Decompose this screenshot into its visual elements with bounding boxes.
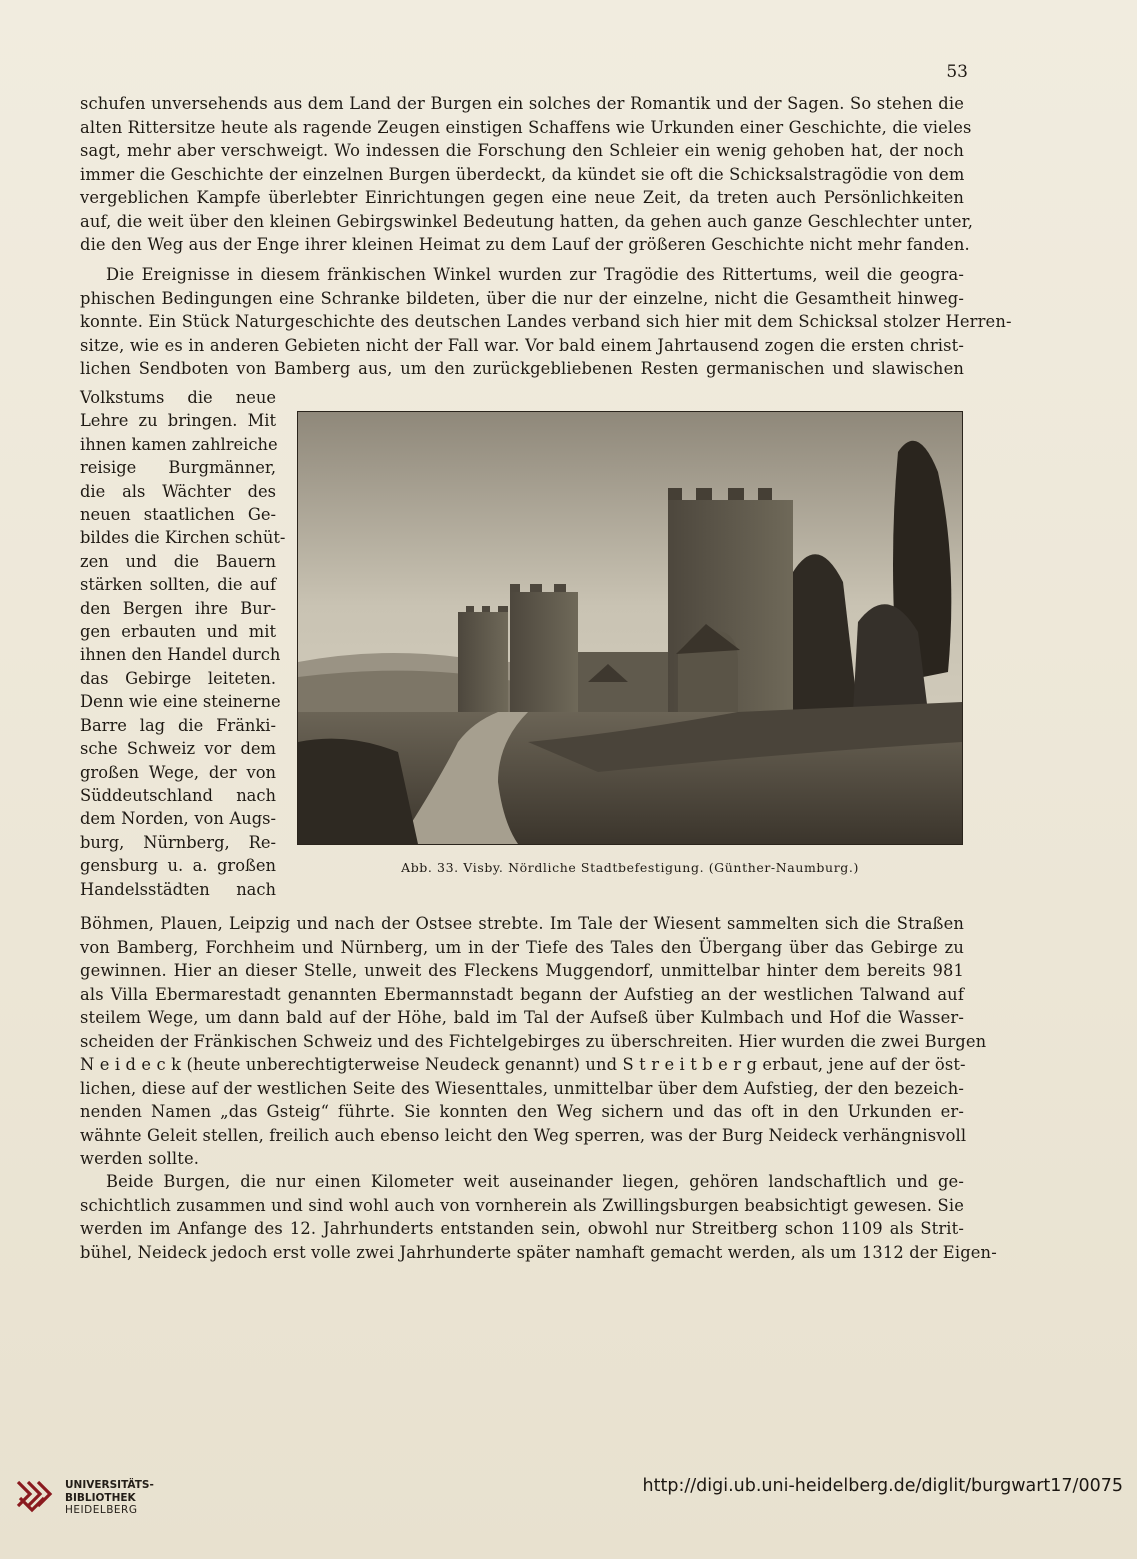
text-line: sitze, wie es in anderen Gebieten nicht der Fall war. Vor bald einem Jahrtausend zogen die ersten christ- (80, 335, 964, 355)
text-line: großen Wege, der von (80, 762, 276, 782)
library-name-line: UNIVERSITÄTS- (65, 1479, 154, 1491)
city-wall-engraving (298, 412, 962, 844)
text-line: schufen unversehends aus dem Land der Burgen ein solches der Romantik und der Sagen. So stehen die (80, 94, 964, 113)
text-line: auf, die weit über den kleinen Gebirgswinkel Bedeutung hatten, da gehen auch ganze Geschlechter unter, (80, 211, 974, 231)
text-line: steilem Wege, um dann bald auf der Höhe, bald im Tal der Aufseß über Kulmbach und Hof die Wasser- (80, 1008, 964, 1027)
paragraph-4 (80, 1170, 997, 1264)
figure-illustration (297, 411, 963, 845)
library-name (65, 1479, 154, 1517)
library-name-line: BIBLIOTHEK (65, 1491, 136, 1504)
text-line: lichen Sendboten von Bamberg aus, um den zurückgebliebenen Resten germanischen und slawischen (80, 359, 964, 378)
library-name-line: HEIDELBERG (65, 1504, 138, 1516)
text-line: als Villa Ebermarestadt genannten Ebermannstadt begann der Aufstieg an der westlichen Talwand auf (80, 984, 964, 1004)
text-line: phischen Bedingungen eine Schranke bildeten, über die nur der einzelne, nicht die Gesamtheit hinweg- (80, 288, 964, 308)
text-line: Denn wie eine steinerne (80, 692, 281, 712)
paragraph-3 (80, 912, 987, 1171)
narrow-text-column (80, 386, 286, 901)
text-line: das Gebirge leiteten. (80, 668, 276, 688)
text-line: Volkstums die neue (80, 388, 276, 407)
text-line: von Bamberg, Forchheim und Nürnberg, um in der Tiefe des Tales den Übergang über das Gebirge zu (80, 937, 964, 957)
university-library-logo-icon (14, 1474, 58, 1518)
text-line: ihnen kamen zahlreiche (80, 434, 278, 454)
text-line: reisige Burgmänner, (80, 458, 276, 478)
text-line: lichen, diese auf der westlichen Seite des Wiesenttales, unmittelbar über dem Aufstieg, der den bezeich- (80, 1078, 964, 1098)
text-line: den Bergen ihre Bur- (80, 598, 276, 618)
paragraph-1 (80, 92, 974, 257)
text-line: alten Rittersitze heute als ragende Zeugen einstigen Schaffens wie Urkunden einer Geschichte, die vieles (80, 117, 972, 137)
text-line: dem Norden, von Augs- (80, 809, 276, 829)
text-line: werden sollte. (80, 1149, 200, 1168)
text-line: sche Schweiz vor dem (80, 739, 276, 759)
text-line: bildes die Kirchen schüt- (80, 528, 286, 548)
page-number: 53 (946, 62, 968, 82)
text-line: gewinnen. Hier an dieser Stelle, unweit des Fleckens Muggendorf, unmittelbar hinter dem bereits 981 (80, 961, 964, 980)
text-line: Süddeutschland nach (80, 785, 276, 805)
text-line: Barre lag die Fränki- (80, 715, 276, 735)
text-line: Beide Burgen, die nur einen Kilometer weit auseinander liegen, gehören landschaftlich und ge- (106, 1172, 964, 1191)
text-line: die als Wächter des (80, 481, 276, 501)
text-line: schichtlich zusammen und sind wohl auch von vornherein als Zwillingsburgen beabsichtigt gewesen. Sie (80, 1195, 964, 1215)
text-line: die den Weg aus der Enge ihrer kleinen Heimat zu dem Lauf der größeren Geschichte nicht mehr fanden. (80, 235, 970, 254)
source-url-link[interactable]: http://digi.ub.uni-heidelberg.de/diglit/burgwart17/0075 (642, 1476, 1123, 1496)
text-line: N e i d e c k (heute unberechtigterweise Neudeck genannt) und S t r e i t b e r g erbaut, jene auf der öst- (80, 1055, 966, 1074)
text-line: scheiden der Fränkischen Schweiz und des Fichtelgebirges zu überschreiten. Hier wurden die zwei Burgen (80, 1031, 987, 1051)
text-line: Handelsstädten nach (80, 879, 276, 899)
text-line: ihnen den Handel durch (80, 645, 281, 665)
text-line: gensburg u. a. großen (80, 856, 276, 876)
text-line: zen und die Bauern (80, 551, 276, 571)
text-line: werden im Anfange des 12. Jahrhunderts entstanden sein, obwohl nur Streitberg schon 1109 als Strit- (80, 1219, 964, 1238)
text-line: neuen staatlichen Ge- (80, 505, 276, 525)
page-footer (0, 1459, 1137, 1559)
figure-caption: Abb. 33. Visby. Nördliche Stadtbefestigung. (Günther-Naumburg.) (401, 860, 859, 875)
text-line: burg, Nürnberg, Re- (80, 832, 276, 852)
text-line: gen erbauten und mit (80, 622, 276, 642)
paragraph-2 (80, 263, 1012, 381)
text-line: Lehre zu bringen. Mit (80, 411, 276, 431)
text-line: stärken sollten, die auf (80, 575, 276, 595)
text-line: Böhmen, Plauen, Leipzig und nach der Ostsee strebte. Im Tale der Wiesent sammelten sich die Straßen (80, 914, 964, 933)
text-line: nenden Namen „das Gsteig“ führte. Sie konnten den Weg sichern und das oft in den Urkunden er- (80, 1102, 964, 1121)
text-line: vergeblichen Kampfe überlebter Einrichtungen gegen eine neue Zeit, da treten auch Persönlichkeiten (80, 188, 964, 207)
text-line: konnte. Ein Stück Naturgeschichte des deutschen Landes verband sich hier mit dem Schicksal stolzer Herren- (80, 312, 1012, 331)
text-line: Die Ereignisse in diesem fränkischen Winkel wurden zur Tragödie des Rittertums, weil die geogra- (106, 265, 964, 284)
text-line: immer die Geschichte der einzelnen Burgen überdeckt, da kündet sie oft die Schicksalstragödie von dem (80, 164, 965, 184)
text-line: sagt, mehr aber verschweigt. Wo indessen die Forschung den Schleier ein wenig gehoben hat, der noch (80, 141, 964, 160)
text-line: wähnte Geleit stellen, freilich auch ebenso leicht den Weg sperren, was der Burg Neideck verhängnisvoll (80, 1125, 967, 1145)
text-line: bühel, Neideck jedoch erst volle zwei Jahrhunderte später namhaft gemacht werden, als um 1312 der Eigen- (80, 1242, 997, 1262)
